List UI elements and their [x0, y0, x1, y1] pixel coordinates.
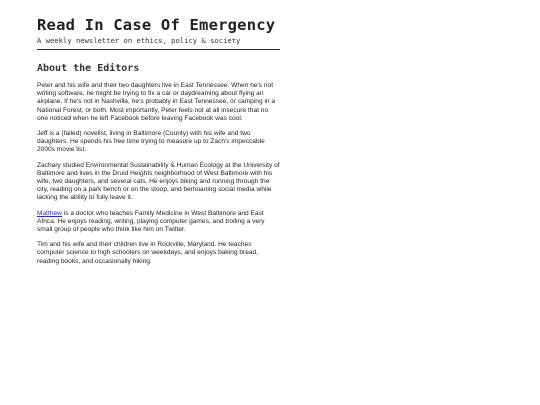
header-divider	[37, 49, 280, 50]
site-title: Read In Case Of Emergency	[37, 16, 276, 34]
matthew-link[interactable]: Matthew	[37, 209, 62, 217]
bio-matthew-text: is a doctor who teaches Family Medicine in West Baltimore and East Africa. He enjoys reading, writing, playing computer games, and trolling a very small group of people who think like him on Twitter.	[37, 209, 265, 234]
bio-zachary: Zachary studied Environmental Sustainability & Human Ecology at the University of Baltimore and lives in the Druid Heights neighborhood of West Baltimore with his wife, two daughters, and several cats. He enjoys biking and running through the city, reading on a park bench or on the stoop, and bemoaning social media while lacking the ability to fully leave it.	[37, 161, 280, 202]
bio-tim: Tim and his wife and their children live in Rockville, Maryland. He teaches computer science to high schoolers on weekdays, and enjoys baking bread, reading books, and occasionally hiking.	[37, 241, 259, 265]
bio-jeff: Jeff is a (failed) novelist, living in Baltimore (County) with his wife and two daughters. He spends his free time trying to measure up to Zach's impeccable 2000s movie list.	[37, 130, 265, 154]
site-subtitle: A weekly newsletter on ethics, policy & society	[37, 36, 241, 45]
section-title: About the Editors	[37, 63, 140, 74]
bio-peter: Peter and his wife and their two daughters live in East Tennessee. When he's not writing software, he might be trying to fix a car or daydreaming about flying an airplane. If he's not in Nashville, he's probably in East Tennessee, or camping in a National Forest, or both. Most importantly, Peter feels not at all insecure that no one noticed when he left Facebook before leaving Facebook was cool.	[37, 82, 276, 122]
content-column	[37, 15, 280, 266]
bio-matthew	[37, 210, 280, 235]
